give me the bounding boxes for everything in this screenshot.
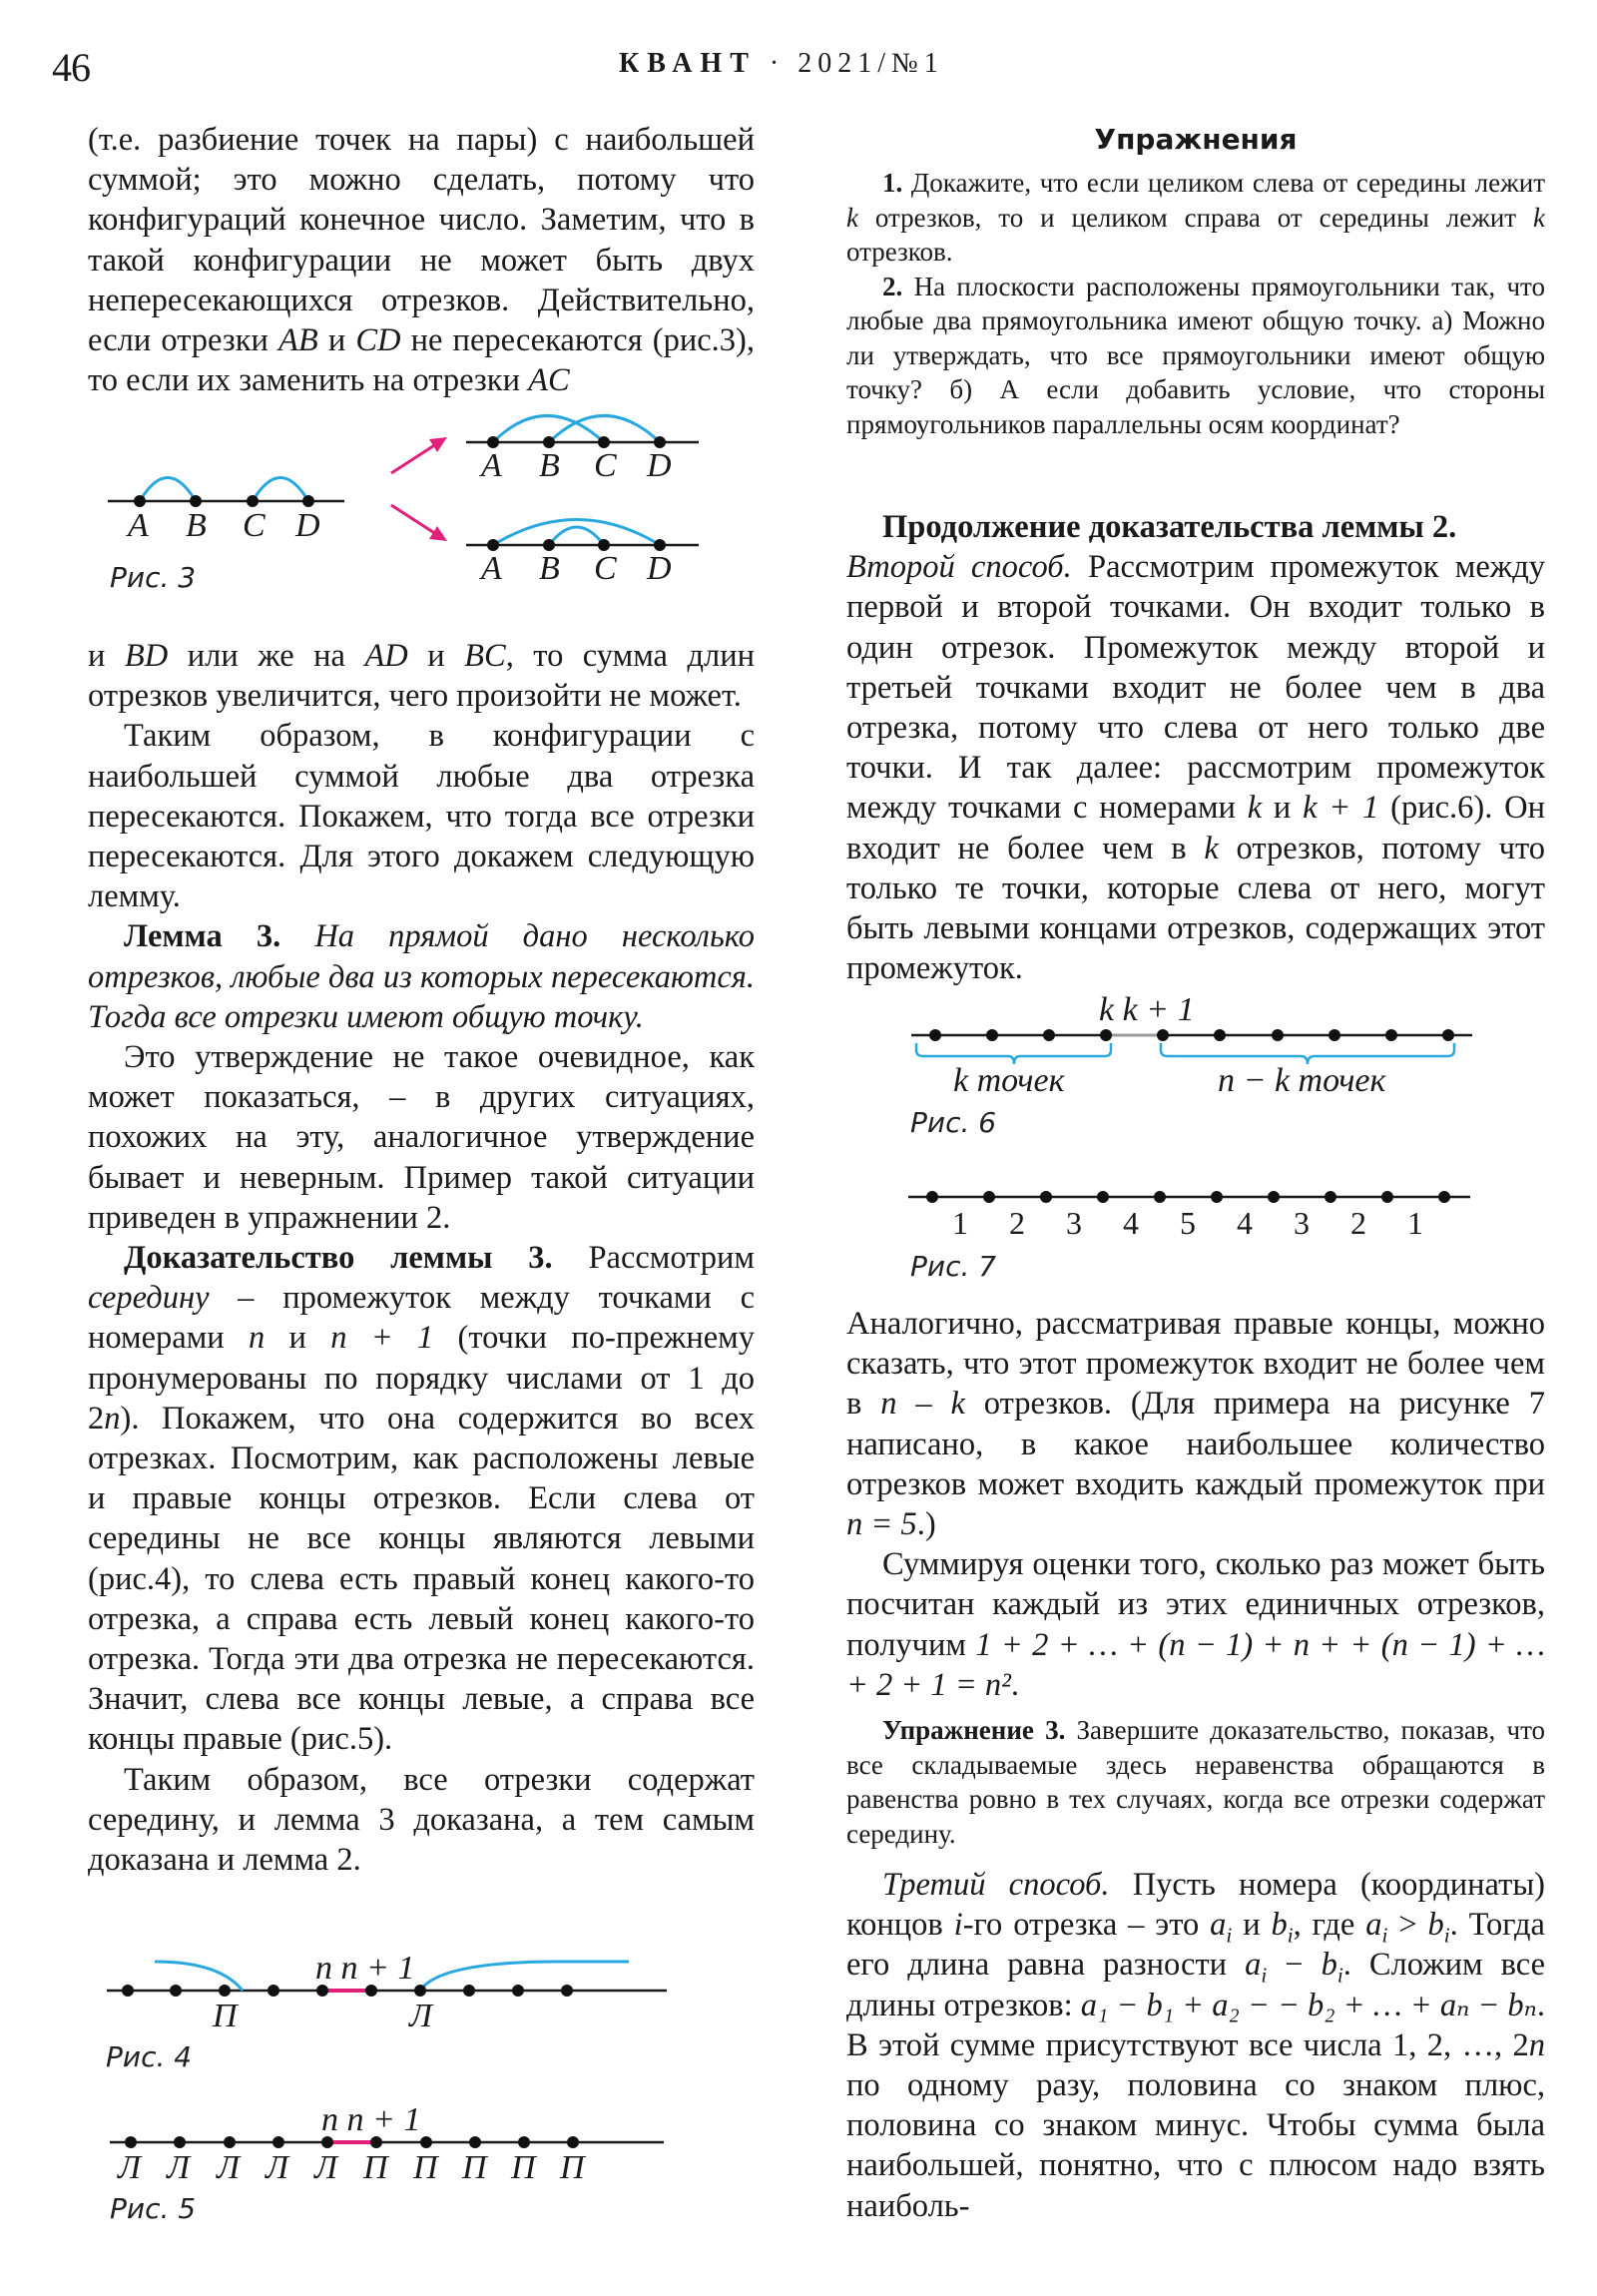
svg-text:A: A	[128, 507, 149, 544]
svg-text:Л: Л	[314, 2149, 338, 2186]
magazine-title: КВАНТ	[619, 48, 757, 79]
paragraph: Аналогично, рассматривая правые концы, можно сказать, что этот промежуток входит не более чем в n – k отрезков. (Для примера на рисунке 7 написано, в какое наибольшее количество отрезков может входить каждый промежуток при n = 5.)	[846, 1306, 1545, 1543]
svg-text:A: A	[481, 447, 502, 484]
figure-5-caption: Рис. 5	[110, 2192, 197, 2225]
page-number: 46	[52, 45, 90, 90]
svg-text:n − k точек: n − k точек	[1218, 1062, 1386, 1099]
second-way-paragraph: Продолжение доказательства леммы 2. Второй способ. Рассмотрим промежуток между первой и второй точками. Он входит только в один отрезок. Промежуток между второй и третьей точками входит не более чем в два отрезка, потому что слева от него только две точки. И так далее: рассмотрим промежуток между точками с номерами k и k + 1 (рис.6). Он входит не более чем в k отрезков, потому что только те точки, которые слева от него, могут быть левыми концами отрезков, содержащих этот промежуток.	[846, 509, 1545, 987]
paragraph: Это утверждение не такое очевидное, как может показаться, – в других ситуациях, похожих на эту, аналогичное утверждение бывает и неверным. Пример такой ситуации приведен в упражнении 2.	[88, 1039, 755, 1236]
svg-text:П: П	[213, 1998, 238, 2034]
svg-text:D: D	[647, 550, 672, 587]
svg-text:2: 2	[1009, 1205, 1025, 1241]
svg-text:П: П	[560, 2149, 585, 2186]
figure-3-caption: Рис. 3	[110, 561, 197, 594]
svg-text:1: 1	[952, 1205, 968, 1241]
third-way: Третий способ. Пусть номера (координаты) концов i-го отрезка – это $a_i$ и $b_i$, где $a_i > b_i$. Тогда его длина равна разности $a_i - b_i$. Сложим все длины отрезков: a₁ − b₁ + a₂ − − b₂ + … + aₙ − bₙ. В этой сумме присутствуют все числа 1, 2, …, 2n по одному разу, половина со знаком плюс, половина со знаком минус. Чтобы сумма была наибольшей, понятно, что с плюсом надо взять наиболь-	[846, 1867, 1545, 2224]
svg-text:Л: Л	[118, 2149, 142, 2186]
svg-text:Л: Л	[409, 1998, 433, 2034]
svg-text:D: D	[647, 447, 672, 484]
figure-4-caption: Рис. 4	[106, 2040, 193, 2073]
svg-text:Л: Л	[217, 2149, 241, 2186]
right-column-lower	[846, 1304, 1545, 1705]
exercise-1: 1. Докажите, что если целиком слева от середины лежит k отрезков, то и целиком справа от середины лежит k отрезков.	[846, 168, 1545, 267]
paragraph: и BD или же на AD и BC, то сумма длин отрезков увеличится, чего произойти не может.	[88, 638, 755, 715]
paragraph: Суммируя оценки того, сколько раз может быть посчитан каждый из этих единичных отрезков, получим 1 + 2 + … + (n − 1) + n + + (n − 1) + … + 2 + 1 = n².	[846, 1546, 1545, 1703]
svg-text:1: 1	[1407, 1205, 1423, 1241]
paragraph: Таким образом, в конфигурации с наибольшей суммой любые два отрезка пересекаются. Покажем, что тогда все отрезки пересекаются. Для этого докажем следующую лемму.	[88, 718, 755, 915]
figure-7-caption: Рис. 7	[910, 1250, 997, 1283]
svg-text:П: П	[413, 2149, 438, 2186]
svg-text:Л: Л	[266, 2149, 289, 2186]
svg-text:n n + 1: n n + 1	[321, 2101, 421, 2138]
svg-text:k k + 1: k k + 1	[1099, 991, 1195, 1028]
svg-text:C: C	[243, 507, 266, 544]
svg-text:k точек: k точек	[953, 1062, 1065, 1099]
svg-text:B: B	[539, 447, 560, 484]
issue-number: 2021/№1	[798, 48, 944, 79]
svg-text:П: П	[363, 2149, 388, 2186]
svg-text:C: C	[594, 447, 617, 484]
exercise-2: 2. На плоскости расположены прямоугольники так, что любые два прямоугольника имеют общую точку. а) Можно ли утверждать, что все прямоугольники имеют общую точку? б) А если добавить условие, что стороны прямоугольников параллельны осям координат?	[846, 271, 1545, 439]
svg-text:2: 2	[1350, 1205, 1366, 1241]
svg-text:C: C	[594, 550, 617, 587]
header-separator: ·	[769, 48, 786, 79]
exercise-3: Упражнение 3. Завершите доказательство, показав, что все складываемые здесь неравенства обращаются в равенства ровно в тех случаях, когда все отрезки содержат середину.	[846, 1715, 1546, 1849]
svg-text:П: П	[511, 2149, 536, 2186]
svg-text:n n + 1: n n + 1	[315, 1950, 415, 1987]
svg-text:5: 5	[1180, 1205, 1196, 1241]
svg-text:B: B	[186, 507, 207, 544]
svg-text:B: B	[539, 550, 560, 587]
paragraph: Таким образом, все отрезки содержат середину, и лемма 3 доказана, а тем самым доказана и лемма 2.	[88, 1761, 755, 1879]
lemma-3: Лемма 3. На прямой дано несколько отрезков, любые два из которых пересекаются. Тогда все отрезки имеют общую точку.	[88, 918, 755, 1035]
svg-text:3: 3	[1066, 1205, 1082, 1241]
svg-text:4: 4	[1237, 1205, 1253, 1241]
svg-text:П: П	[462, 2149, 487, 2186]
svg-text:Л: Л	[167, 2149, 191, 2186]
svg-text:D: D	[295, 507, 320, 544]
svg-text:A: A	[481, 550, 502, 587]
svg-text:3: 3	[1294, 1205, 1310, 1241]
exercises-title: Упражнения	[1094, 123, 1298, 156]
svg-text:4: 4	[1123, 1205, 1139, 1241]
paragraph: (т.е. разбиение точек на пары) с наибольшей суммой; это можно сделать, потому что конфигураций конечное число. Заметим, что в такой конфигурации не может быть двух непересекающихся отрезков. Действительно, если отрезки AB и CD не пересекаются (рис.3), то если их заменить на отрезки AC	[88, 122, 755, 399]
proof-lemma-3: Доказательство леммы 3. Рассмотрим середину – промежуток между точками с номерами n и n + 1 (точки по-прежнему пронумерованы по порядку числами от 1 до 2n). Покажем, что она содержится во всех отрезках. Посмотрим, как расположены левые и правые концы отрезков. Если слева от середины не все концы являются левыми (рис.4), то слева есть правый конец какого-то отрезка, а справа есть левый конец какого-то отрезка. Тогда эти два отрезка не пересекаются. Значит, слева все концы левые, а справа все концы правые (рис.5).	[88, 1240, 755, 1758]
figure-6-caption: Рис. 6	[910, 1106, 997, 1139]
